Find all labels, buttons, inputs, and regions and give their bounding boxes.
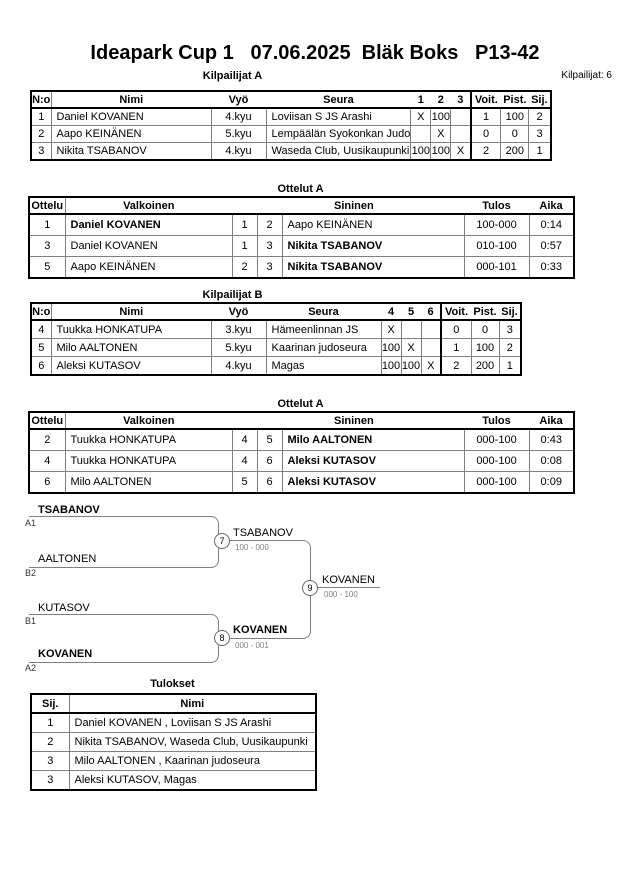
col-header-pist: Pist. (471, 303, 499, 320)
cell-voit: 1 (441, 339, 471, 357)
cell-seura: Hämeenlinnan JS (266, 320, 381, 339)
cell-r1: X (381, 320, 401, 339)
col-header-seura: Seura (266, 91, 411, 108)
col-header-sininen: Sininen (282, 412, 464, 429)
cell-blue-no: 5 (257, 429, 282, 451)
cell-white-no: 4 (232, 429, 257, 451)
bracket-final-line (318, 587, 380, 588)
cell-nimi: Daniel KOVANEN (51, 108, 211, 126)
cell-blue-name: Aapo KEINÄNEN (282, 214, 464, 236)
pool-row (31, 143, 551, 161)
cell-voit: 2 (471, 143, 501, 161)
pool-a-heading: Kilpailijat A (202, 70, 263, 82)
col-header-4: 4 (381, 303, 401, 320)
cell-sij: 1 (529, 143, 551, 161)
col-header-spacer (232, 412, 257, 429)
cell-nimi: Aapo KEINÄNEN (51, 126, 211, 143)
cell-r1 (411, 126, 431, 143)
bracket-slot-name: AALTONEN (38, 553, 97, 565)
pool-b-table (30, 302, 522, 376)
cell-white-name: Milo AALTONEN (65, 472, 232, 494)
match-row (29, 236, 574, 257)
bracket-slot-label: B1 (25, 616, 37, 626)
cell-r2: X (431, 126, 451, 143)
bracket-winner-name: TSABANOV (233, 527, 293, 539)
cell-no: 5 (31, 339, 51, 357)
cell-blue-no: 6 (257, 472, 282, 494)
bracket-score: 100 - 000 (235, 543, 269, 552)
cell-r1: 100 (381, 357, 401, 376)
cell-r2: 100 (401, 357, 421, 376)
matches-a-heading: Ottelut A (277, 183, 324, 195)
cell-vyo: 5.kyu (211, 126, 266, 143)
cell-r1: X (411, 108, 431, 126)
cell-blue-no: 3 (257, 257, 282, 279)
cell-pist: 0 (471, 320, 499, 339)
bracket-slot-label: A2 (25, 663, 37, 673)
cell-blue-no: 6 (257, 451, 282, 472)
bracket-winner-name: KOVANEN (233, 624, 288, 636)
cell-white-name: Daniel KOVANEN (65, 214, 232, 236)
col-header-seura: Seura (266, 303, 381, 320)
col-header-voit: Voit. (441, 303, 471, 320)
col-header-ottelu: Ottelu (29, 197, 65, 214)
matches-header-row (29, 197, 574, 214)
col-header-no: N:o (31, 303, 51, 320)
bracket-slot-label: A1 (25, 518, 37, 528)
cell-score: 000-100 (464, 429, 529, 451)
cell-white-no: 5 (232, 472, 257, 494)
matches-b-heading: Ottelut A (277, 398, 324, 410)
match-number-circle: 8 (214, 630, 230, 646)
col-header-nimi: Nimi (69, 694, 316, 713)
cell-pist: 200 (471, 357, 499, 376)
cell-score: 000-100 (464, 472, 529, 494)
cell-r3 (421, 320, 441, 339)
cell-vyo: 3.kyu (211, 320, 266, 339)
pool-row (31, 320, 521, 339)
result-row (31, 733, 316, 752)
col-header-pist: Pist. (501, 91, 529, 108)
col-header-tulos: Tulos (464, 197, 529, 214)
results-table (30, 693, 317, 791)
cell-blue-name: Nikita TSABANOV (282, 257, 464, 279)
col-header-nimi: Nimi (51, 303, 211, 320)
cell-place: 3 (31, 752, 69, 771)
cell-white-no: 1 (232, 236, 257, 257)
cell-name-club: Milo AALTONEN , Kaarinan judoseura (69, 752, 316, 771)
bracket-slot-name: KOVANEN (38, 648, 93, 660)
col-header-valkoinen: Valkoinen (65, 412, 232, 429)
match-row (29, 257, 574, 279)
cell-white-name: Daniel KOVANEN (65, 236, 232, 257)
pool-a-header-row (31, 91, 551, 108)
results-heading: Tulokset (150, 678, 195, 690)
col-header-spacer (257, 412, 282, 429)
cell-match-no: 1 (29, 214, 65, 236)
cell-match-no: 3 (29, 236, 65, 257)
match-row (29, 451, 574, 472)
bracket-champion-name: KOVANEN (322, 574, 375, 586)
col-header-3: 3 (451, 91, 471, 108)
cell-time: 0:14 (529, 214, 574, 236)
cell-r3 (451, 108, 471, 126)
cell-seura: Magas (266, 357, 381, 376)
cell-time: 0:57 (529, 236, 574, 257)
cell-white-name: Tuukka HONKATUPA (65, 451, 232, 472)
col-header-aika: Aika (529, 197, 574, 214)
cell-place: 1 (31, 713, 69, 733)
cell-nimi: Milo AALTONEN (51, 339, 211, 357)
bracket-slot-name: TSABANOV (38, 504, 100, 516)
cell-score: 100-000 (464, 214, 529, 236)
cell-pist: 100 (501, 108, 529, 126)
cell-r1: 100 (381, 339, 401, 357)
matches-header-row (29, 412, 574, 429)
results-header-row (31, 694, 316, 713)
col-header-5: 5 (401, 303, 421, 320)
cell-no: 2 (31, 126, 51, 143)
cell-name-club: Aleksi KUTASOV, Magas (69, 771, 316, 791)
pool-row (31, 339, 521, 357)
match-number-circle: 7 (214, 533, 230, 549)
col-header-sij: Sij. (31, 694, 69, 713)
cell-white-no: 4 (232, 451, 257, 472)
cell-sij: 3 (499, 320, 521, 339)
match-row (29, 472, 574, 494)
cell-seura: Lempäälän Syokonkan Judo (266, 126, 411, 143)
cell-blue-no: 2 (257, 214, 282, 236)
col-header-valkoinen: Valkoinen (65, 197, 232, 214)
bracket-slot-name: KUTASOV (38, 602, 90, 614)
cell-match-no: 6 (29, 472, 65, 494)
col-header-voit: Voit. (471, 91, 501, 108)
cell-white-no: 2 (232, 257, 257, 279)
page-title: Ideapark Cup 1 07.06.2025 Bläk Boks P13-42 (90, 42, 540, 64)
cell-sij: 2 (529, 108, 551, 126)
cell-blue-name: Nikita TSABANOV (282, 236, 464, 257)
cell-voit: 2 (441, 357, 471, 376)
cell-blue-name: Aleksi KUTASOV (282, 451, 464, 472)
cell-r2: 100 (431, 143, 451, 161)
cell-seura: Kaarinan judoseura (266, 339, 381, 357)
cell-white-name: Tuukka HONKATUPA (65, 429, 232, 451)
result-row (31, 713, 316, 733)
cell-sij: 2 (499, 339, 521, 357)
cell-nimi: Tuukka HONKATUPA (51, 320, 211, 339)
bracket-score: 000 - 100 (324, 590, 358, 599)
col-header-nimi: Nimi (51, 91, 211, 108)
result-row (31, 771, 316, 791)
col-header-sij: Sij. (499, 303, 521, 320)
matches-a-table (28, 196, 575, 279)
col-header-aika: Aika (529, 412, 574, 429)
col-header-spacer (232, 197, 257, 214)
result-row (31, 752, 316, 771)
cell-voit: 0 (471, 126, 501, 143)
matches-b-table (28, 411, 575, 494)
cell-match-no: 2 (29, 429, 65, 451)
cell-vyo: 5.kyu (211, 339, 266, 357)
cell-score: 000-101 (464, 257, 529, 279)
cell-white-name: Aapo KEINÄNEN (65, 257, 232, 279)
cell-score: 000-100 (464, 451, 529, 472)
cell-score: 010-100 (464, 236, 529, 257)
cell-r3: X (451, 143, 471, 161)
col-header-6: 6 (421, 303, 441, 320)
cell-blue-name: Milo AALTONEN (282, 429, 464, 451)
match-row (29, 214, 574, 236)
col-header-no: N:o (31, 91, 51, 108)
cell-nimi: Aleksi KUTASOV (51, 357, 211, 376)
col-header-tulos: Tulos (464, 412, 529, 429)
match-number-circle: 9 (302, 580, 318, 596)
cell-pist: 100 (471, 339, 499, 357)
cell-blue-name: Aleksi KUTASOV (282, 472, 464, 494)
cell-time: 0:43 (529, 429, 574, 451)
cell-vyo: 4.kyu (211, 357, 266, 376)
cell-r3 (421, 339, 441, 357)
cell-pist: 0 (501, 126, 529, 143)
cell-no: 6 (31, 357, 51, 376)
cell-no: 3 (31, 143, 51, 161)
cell-pist: 200 (501, 143, 529, 161)
cell-sij: 3 (529, 126, 551, 143)
cell-blue-no: 3 (257, 236, 282, 257)
cell-match-no: 5 (29, 257, 65, 279)
cell-white-no: 1 (232, 214, 257, 236)
col-header-ottelu: Ottelu (29, 412, 65, 429)
cell-r2 (401, 320, 421, 339)
cell-no: 4 (31, 320, 51, 339)
cell-r1: 100 (411, 143, 431, 161)
cell-voit: 1 (471, 108, 501, 126)
bracket-slot-label: B2 (25, 568, 37, 578)
col-header-sininen: Sininen (282, 197, 464, 214)
cell-no: 1 (31, 108, 51, 126)
col-header-vyo: Vyö (211, 303, 266, 320)
cell-r2: X (401, 339, 421, 357)
cell-time: 0:08 (529, 451, 574, 472)
cell-sij: 1 (499, 357, 521, 376)
bracket-score: 000 - 001 (235, 641, 269, 650)
cell-seura: Loviisan S JS Arashi (266, 108, 411, 126)
cell-seura: Waseda Club, Uusikaupunki (266, 143, 411, 161)
cell-r3: X (421, 357, 441, 376)
cell-name-club: Nikita TSABANOV, Waseda Club, Uusikaupunki (69, 733, 316, 752)
match-row (29, 429, 574, 451)
cell-nimi: Nikita TSABANOV (51, 143, 211, 161)
cell-place: 3 (31, 771, 69, 791)
cell-voit: 0 (441, 320, 471, 339)
col-header-1: 1 (411, 91, 431, 108)
cell-time: 0:09 (529, 472, 574, 494)
pool-b-heading: Kilpailijat B (202, 289, 263, 301)
pool-b-header-row (31, 303, 521, 320)
col-header-sij: Sij. (529, 91, 551, 108)
col-header-vyo: Vyö (211, 91, 266, 108)
cell-vyo: 4.kyu (211, 143, 266, 161)
cell-vyo: 4.kyu (211, 108, 266, 126)
cell-r3 (451, 126, 471, 143)
pool-a-table (30, 90, 552, 161)
pool-row (31, 357, 521, 376)
cell-time: 0:33 (529, 257, 574, 279)
col-header-spacer (257, 197, 282, 214)
cell-r2: 100 (431, 108, 451, 126)
competitors-count: Kilpailijat: 6 (561, 70, 612, 81)
pool-row (31, 126, 551, 143)
cell-place: 2 (31, 733, 69, 752)
cell-name-club: Daniel KOVANEN , Loviisan S JS Arashi (69, 713, 316, 733)
col-header-2: 2 (431, 91, 451, 108)
pool-row (31, 108, 551, 126)
cell-match-no: 4 (29, 451, 65, 472)
